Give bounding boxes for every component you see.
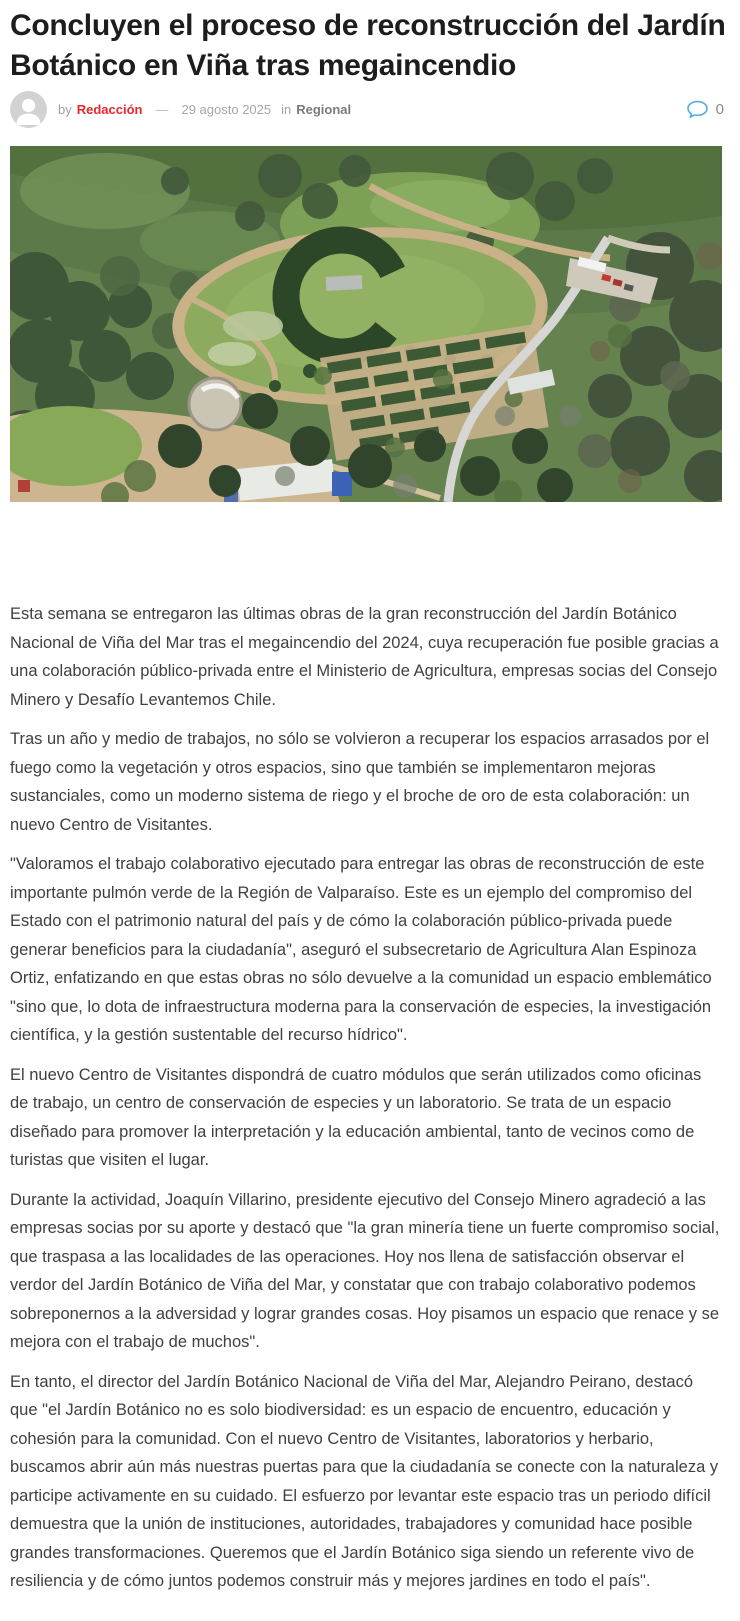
avatar-person-icon <box>10 91 47 128</box>
featured-image <box>10 146 722 502</box>
byline-in-label: in <box>281 101 292 117</box>
whitespace-gap <box>10 502 730 600</box>
category-link[interactable]: Regional <box>296 101 352 117</box>
aerial-photo-illustration <box>10 146 722 502</box>
byline-row <box>10 89 730 129</box>
publish-date: 29 agosto 2025 <box>181 101 272 117</box>
paragraph: Durante la actividad, Joaquín Villarino, presidente ejecutivo del Consejo Minero agradeció a las empresas socias por su aporte y destacó que "la gran minería tiene un fuerte compromiso social, que traspasa a las localidades de las operaciones. Hoy nos llena de satisfacción observar el verdor del Jardín Botánico de Viña del Mar, y constatar que con trabajo colaborativo podemos sobreponernos a la adversidad y lograr grandes cosas. Hoy pisamos un espacio que renace y se mejora con el trabajo de muchos". <box>10 1190 720 1351</box>
comments-link[interactable] <box>686 100 730 119</box>
comments-count: 0 <box>715 100 724 118</box>
byline-separator: — <box>155 101 169 117</box>
article-title: Concluyen el proceso de reconstrucción del Jardín Botánico en Viña tras megaincendio <box>10 9 726 82</box>
article-body <box>10 600 730 1621</box>
paragraph: "Valoramos el trabajo colaborativo ejecutado para entregar las obras de reconstrucción de este importante pulmón verde de la Región de Valparaíso. Este es un ejemplo del compromiso del Estado con el patrimonio natural del país y de cómo la colaboración público-privada puede generar beneficios para la ciudadanía", aseguró el subsecretario de Agricultura Alan Espinoza Ortiz, enfatizando en que estas obras no sólo devuelve a la comunidad un espacio emblemático "sino que, lo dota de infraestructura moderna para la conservación de especies, la investigación científica, y la gestión sustentable del recurso hídrico". <box>10 855 712 1044</box>
paragraph: En tanto, el director del Jardín Botánico Nacional de Viña del Mar, Alejandro Peirano, destacó que "el Jardín Botánico no es solo biodiversidad: es un espacio de encuentro, educación y cohesión para la comunidad. Con el nuevo Centro de Visitantes, laboratorios y herbario, buscamos abrir aún más nuestras puertas para que la ciudadanía se conecte con la naturaleza y participe activamente en su cuidado. El esfuerzo por levantar este espacio tras un periodo difícil demuestra que la unión de instituciones, autoridades, trabajadores y comunidad hace posible grandes transformaciones. Queremos que el Jardín Botánico siga siendo un referente vivo de resiliencia y de cómo juntos podemos construir más y mejores jardines en todo el país". <box>10 1372 719 1590</box>
paragraph: Esta semana se entregaron las últimas obras de la gran reconstrucción del Jardín Botánico Nacional de Viña del Mar tras el megaincendio del 2024, cuya recuperación fue posible gracias a una colaboración público-privada entre el Ministerio de Agricultura, empresas socias del Consejo Minero y Desafío Levantemos Chile. <box>10 605 719 709</box>
author-link[interactable]: Redacción <box>76 101 143 117</box>
author-avatar <box>10 91 47 128</box>
paragraph: El nuevo Centro de Visitantes dispondrá de cuatro módulos que serán utilizados como oficinas de trabajo, un centro de conservación de especies y un laboratorio. Se trata de un espacio diseñado para promover la interpretación y la educación ambiental, tanto de vecinos como de turistas que visiten el lugar. <box>10 1065 702 1169</box>
byline-text <box>58 102 351 117</box>
comment-bubble-icon <box>686 100 709 119</box>
paragraph: Tras un año y medio de trabajos, no sólo se volvieron a recuperar los espacios arrasados por el fuego como la vegetación y otros espacios, sino que también se implementaron mejoras sustanciales, como un moderno sistema de riego y el broche de oro de esta colaboración: un nuevo Centro de Visitantes. <box>10 730 710 834</box>
byline-by-label: by <box>58 101 72 117</box>
